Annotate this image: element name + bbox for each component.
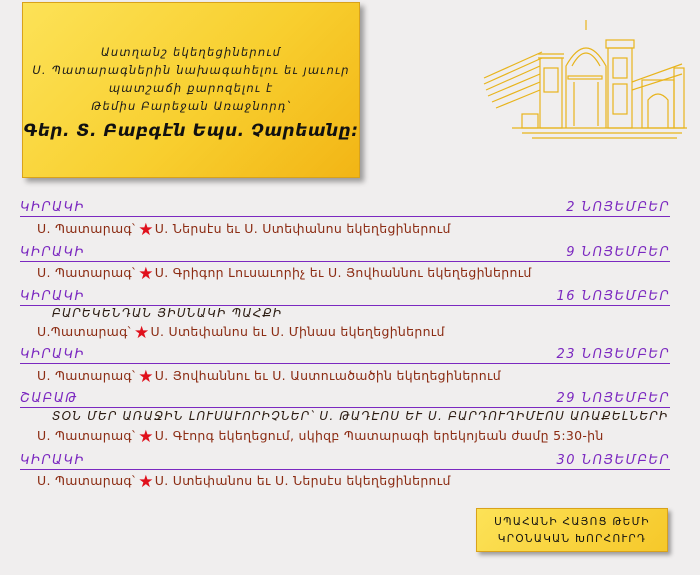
event-text: Ս. Ստեփանոս եւ Ս. Ներսէս եկեղեցիներում [154,473,451,488]
event-text: Ս. Ներսէս եւ Ս. Ստեփանոս եկեղեցիներում [154,221,451,236]
star-icon: ★ [138,367,154,387]
signature-line-2: ԿՐՕՆԱԿԱՆ ԽՈՐՀՈՒՐԴ [497,533,647,545]
star-icon: ★ [138,264,154,284]
schedule-event-5 [37,427,604,447]
divider [20,216,670,217]
banner-line-4: Թեմիս Բարեջան Առաջնորդ՝ [91,99,291,113]
schedule-event-1 [37,220,451,240]
schedule-row-1 [20,200,670,217]
schedule-day: ՇԱԲԱԹ [20,391,78,406]
schedule-date: 23 ՆՈՅԵՄԲԵՐ [556,347,670,362]
banner-line-3: պատշաճի քարոզելու է [108,81,274,95]
divider [20,363,670,364]
event-text: Ս. Գէորգ եկեղեցում, սկիզբ Պատարագի երեկոյեան ժամը 5:30-ին [154,428,604,443]
schedule-day: ԿԻՐԱԿԻ [20,200,85,215]
announcement-banner [22,2,360,178]
schedule-event-4 [37,367,501,387]
schedule-day: ԿԻՐԱԿԻ [20,453,85,468]
schedule-date: 16 ՆՈՅԵՄԲԵՐ [556,289,670,304]
schedule-date: 9 ՆՈՅԵՄԲԵՐ [566,245,670,260]
divider [20,407,670,408]
schedule-event-3 [37,323,445,343]
schedule-row-2 [20,245,670,262]
divider [20,469,670,470]
schedule-date: 30 ՆՈՅԵՄԲԵՐ [556,453,670,468]
banner-line-2: Ս. Պատարագներին նախագահելու եւ յաւուր [32,63,350,77]
schedule-day: ԿԻՐԱԿԻ [20,289,85,304]
signature-line-1: ՍՊԱՀԱՆԻ ՀԱՅՈՑ ԹԵՄԻ [494,516,650,528]
special-feast-title: ԲԱՐԵԿԵՆԴԱՆ ՅԻՍՆԱԿԻ ՊԱՀՔԻ [52,306,283,320]
schedule-event-6 [37,472,451,492]
bishop-name: Գեր. Տ. Բաբգէն Եպս. Չարեանը: [23,121,359,141]
schedule-event-2 [37,264,532,284]
event-prefix: Ս. Պատարագ՝ [37,265,136,280]
event-prefix: Ս. Պատարագ՝ [37,473,136,488]
event-text: Ս. Ստեփանոս եւ Ս. Մինաս եկեղեցիներում [150,324,445,339]
event-prefix: Ս. Պատարագ՝ [37,221,136,236]
schedule-row-6 [20,453,670,470]
star-icon: ★ [138,472,154,492]
star-icon: ★ [133,323,150,343]
schedule-row-5 [20,391,670,408]
special-feast-title: ՏՕՆ ՄԵՐ ԱՌԱՋԻՆ ԼՈՒՍԱՒՈՐԻՉՆԵՐ՝ Ս. ԹԱԴԷՈՍ ԵՒ Ս. ԲԱՐԴՈՒՂԻՄԷՈՍ ԱՌԱՔԵԼՆԵՐԻ [52,409,669,423]
schedule-day: ԿԻՐԱԿԻ [20,347,85,362]
signature-box [476,508,668,552]
schedule-date: 2 ՆՈՅԵՄԲԵՐ [566,200,670,215]
event-prefix: Ս. Պատարագ՝ [37,368,136,383]
church-illustration-icon [482,18,687,143]
event-text: Ս. Գրիգոր Լուսաւորիչ եւ Ս. Յովհաննու եկեղեցիներում [154,265,532,280]
event-prefix: Ս.Պատարագ՝ [37,324,131,339]
divider [20,261,670,262]
schedule-day: ԿԻՐԱԿԻ [20,245,85,260]
event-prefix: Ս. Պատարագ՝ [37,428,136,443]
schedule-row-3 [20,289,670,306]
schedule-date: 29 ՆՈՅԵՄԲԵՐ [556,391,670,406]
schedule-row-4 [20,347,670,364]
star-icon: ★ [138,220,154,240]
star-icon: ★ [138,427,154,447]
banner-line-1: Աստղանշ եկեղեցիներում [100,45,282,59]
event-text: Ս. Յովհաննու եւ Ս. Աստուածածին եկեղեցիներում [154,368,501,383]
